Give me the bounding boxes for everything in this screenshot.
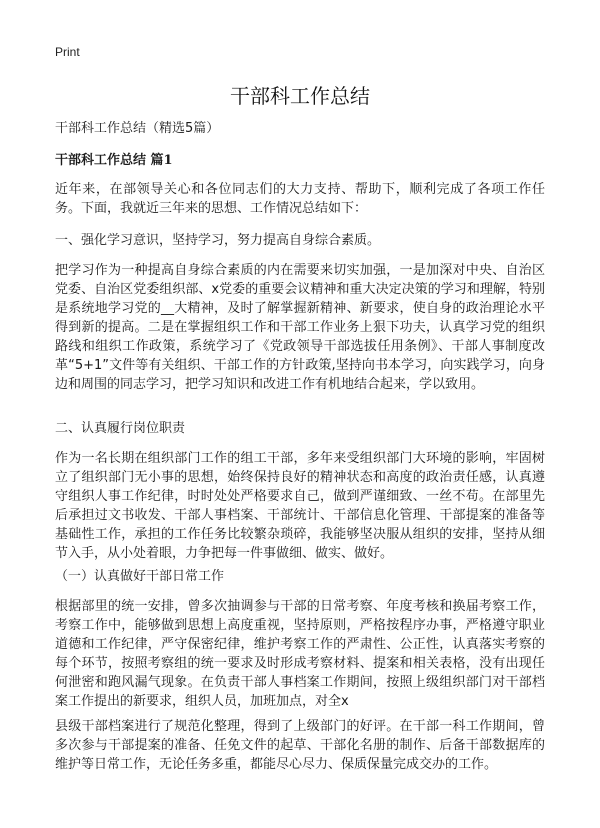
study-paragraph: 把学习作为一种提高自身综合素质的内在需要来切实加强，一是加深对中央、自治区党委、自治区党委组织部、x党委的重要会议精神和重大决定决策的学习和理解，特别是系统地学习党的__大精神，及时了解掌握新精神、新要求，使自身的政治理论水平得到新的提高。二是在掌握组织工作和干部工作业务上狠下功夫，认真学习党的组织路线和组织工作政策，系统学习了《党政领导干部选拔任用条例》、干部人事制度改革“5+1”文件等有关组织、干部工作的方针政策,坚持向书本学习，向实践学习，向身边和周围的同志学习，把学习知识和改进工作有机地结合起来，学以致用。 — [55, 263, 545, 392]
section-heading: 干部科工作总结 篇1 — [55, 153, 173, 168]
page-title: 干部科工作总结 — [230, 84, 370, 108]
heading-study: 一、强化学习意识，坚持学习，努力提高自身综合素质。 — [55, 233, 381, 248]
duties-paragraph: 作为一名长期在组织部门工作的组工干部，多年来受组织部门大环境的影响，牢固树立了组织部门无小事的思想，始终保持良好的精神状态和高度的政治责任感，认真遵守组织人事工作纪律，时时处处严格要求自己，做到严谨细致、一丝不苟。在部里先后承担过文书收发、干部人事档案、干部统计、干部信息化管理、干部提案的准备等基础性工作，承担的工作任务比较繁杂琐碎，我能够坚决服从组织的安排，坚持从细节入手，从小处着眼，力争把每一件事做细、做实、做好。 — [55, 451, 545, 561]
heading-daily-work: （一）认真做好干部日常工作 — [55, 569, 225, 584]
document-subtitle: 干部科工作总结（精选5篇） — [55, 121, 220, 136]
heading-duties: 二、认真履行岗位职责 — [55, 421, 186, 436]
print-link[interactable]: Print — [55, 45, 80, 59]
intro-paragraph: 近年来，在部领导关心和各位同志们的大力支持、帮助下，顺利完成了各项工作任务。下面，我就近三年来的思想、工作情况总结如下： — [55, 182, 545, 216]
archives-paragraph: 县级干部档案进行了规范化整理，得到了上级部门的好评。在干部一科工作期间，曾多次参与干部提案的准备、任免文件的起草、干部化名册的制作、后备干部数据库的维护等日常工作，无论任务多重，都能尽心尽力、保质保量完成交办的工作。 — [55, 719, 545, 772]
daily-work-paragraph: 根据部里的统一安排，曾多次抽调参与干部的日常考察、年度考核和换届考察工作，考察工作中，能够做到思想上高度重视，坚持原则，严格按程序办事，严格遵守职业道德和工作纪律，严守保密纪律，维护考察工作的严肃性、公正性，认真落实考察的每个环节，按照考察组的统一要求及时形成考察材料、提案和相关表格，没有出现任何泄密和跑风漏气现象。在负责干部人事档案工作期间，按照上级组织部门对干部档案工作提出的新要求，组织人员，加班加点，对全x — [55, 599, 545, 709]
